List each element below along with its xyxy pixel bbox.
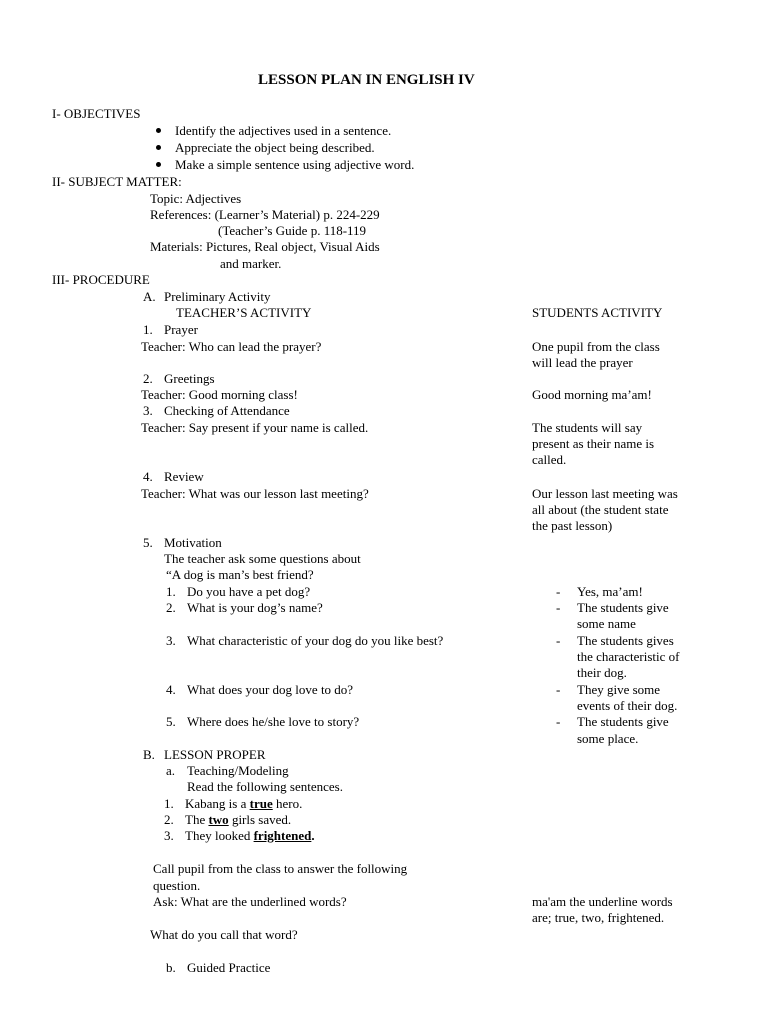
motivation-intro: The teacher ask some questions about <box>164 551 361 566</box>
subsection-title: Guided Practice <box>187 960 271 975</box>
answer: some name <box>577 616 636 631</box>
subject-matter-heading: II- SUBJECT MATTER: <box>52 174 182 189</box>
sentence-text: They looked <box>185 828 254 843</box>
step-number: 2. <box>143 371 153 386</box>
example-sentence <box>185 812 291 828</box>
step-title: Checking of Attendance <box>164 403 290 418</box>
answer: The students gives <box>577 633 674 648</box>
question-number: 4. <box>166 682 176 697</box>
student-line: called. <box>532 452 567 467</box>
question-number: 2. <box>166 600 176 615</box>
question: Do you have a pet dog? <box>187 584 311 599</box>
objective-item: Make a simple sentence using adjective word. <box>175 157 415 172</box>
example-sentence <box>185 828 315 844</box>
student-line: present as their name is <box>532 436 655 451</box>
teacher-line: Teacher: Good morning class! <box>141 387 298 402</box>
underlined-adjective: true <box>249 796 273 811</box>
student-line: all about (the student state <box>532 502 669 517</box>
step-title: Review <box>164 469 204 484</box>
teacher-line: Teacher: Who can lead the prayer? <box>141 339 322 354</box>
student-answer: are; true, two, frightened. <box>532 910 665 925</box>
objective-bullet <box>156 145 161 150</box>
step-number: 1. <box>143 322 153 337</box>
answer-dash: - <box>556 600 561 615</box>
ask-question: Ask: What are the underlined words? <box>153 894 347 909</box>
follow-up-question: What do you call that word? <box>150 927 298 942</box>
motivation-intro: “A dog is man’s best friend? <box>166 567 314 582</box>
question-number: 3. <box>166 633 176 648</box>
objective-item: Identify the adjectives used in a sentence. <box>175 123 392 138</box>
subsection-title: Teaching/Modeling <box>187 763 289 778</box>
answer-dash: - <box>556 633 561 648</box>
teacher-line: Teacher: Say present if your name is called. <box>141 420 369 435</box>
step-title: Motivation <box>164 535 222 550</box>
answer-dash: - <box>556 714 561 729</box>
question: What characteristic of your dog do you like best? <box>187 633 444 648</box>
sentence-text: girls saved. <box>228 812 292 827</box>
teacher-activity-header: TEACHER’S ACTIVITY <box>176 305 312 320</box>
references-continued: (Teacher’s Guide p. 118-119 <box>218 223 367 238</box>
references: References: (Learner’s Material) p. 224-229 <box>150 207 380 222</box>
subsection-label: a. <box>166 763 176 778</box>
answer: The students give <box>577 600 669 615</box>
answer: Yes, ma’am! <box>577 584 643 599</box>
topic: Topic: Adjectives <box>150 191 242 206</box>
students-activity-header: STUDENTS ACTIVITY <box>532 305 663 320</box>
sentence-number: 3. <box>164 828 174 843</box>
teacher-line: Teacher: What was our lesson last meeting? <box>141 486 369 501</box>
objective-bullet <box>156 162 161 167</box>
sentence-text: Kabang is a <box>185 796 250 811</box>
question-number: 1. <box>166 584 176 599</box>
question: What does your dog love to do? <box>187 682 354 697</box>
section-title: LESSON PROPER <box>164 747 266 762</box>
sentence-punctuation: . <box>311 828 315 843</box>
objective-item: Appreciate the object being described. <box>175 140 375 155</box>
student-line: the past lesson) <box>532 518 613 533</box>
student-line: Our lesson last meeting was <box>532 486 678 501</box>
sentence-text: hero. <box>272 796 303 811</box>
sentence-number: 2. <box>164 812 174 827</box>
sentence-number: 1. <box>164 796 174 811</box>
section-label: B. <box>143 747 155 762</box>
call-instruction: Call pupil from the class to answer the following <box>153 861 408 876</box>
student-line: Good morning ma’am! <box>532 387 652 402</box>
student-line: One pupil from the class <box>532 339 660 354</box>
page-title: LESSON PLAN IN ENGLISH IV <box>258 72 475 88</box>
underlined-adjective: two <box>208 812 229 827</box>
answer: events of their dog. <box>577 698 678 713</box>
question-number: 5. <box>166 714 176 729</box>
answer: the characteristic of <box>577 649 680 664</box>
step-title: Prayer <box>164 322 198 337</box>
answer: their dog. <box>577 665 627 680</box>
answer-dash: - <box>556 682 561 697</box>
underlined-adjective: frightened <box>253 828 312 843</box>
objective-bullet <box>156 128 161 133</box>
answer: some place. <box>577 731 639 746</box>
student-line: The students will say <box>532 420 643 435</box>
call-instruction: question. <box>153 878 201 893</box>
sentence-text: The <box>185 812 209 827</box>
step-number: 4. <box>143 469 153 484</box>
section-label: A. <box>143 289 156 304</box>
subsection-label: b. <box>166 960 176 975</box>
question: Where does he/she love to story? <box>187 714 360 729</box>
answer: The students give <box>577 714 669 729</box>
answer: They give some <box>577 682 661 697</box>
step-title: Greetings <box>164 371 215 386</box>
materials: Materials: Pictures, Real object, Visual Aids <box>150 239 380 254</box>
example-sentence <box>185 796 302 812</box>
section-title: Preliminary Activity <box>164 289 271 304</box>
procedure-heading: III- PROCEDURE <box>52 272 150 287</box>
objectives-heading: I- OBJECTIVES <box>52 106 141 121</box>
step-number: 5. <box>143 535 153 550</box>
step-number: 3. <box>143 403 153 418</box>
instruction: Read the following sentences. <box>187 779 343 794</box>
student-line: will lead the prayer <box>532 355 633 370</box>
materials-continued: and marker. <box>220 256 282 271</box>
answer-dash: - <box>556 584 561 599</box>
question: What is your dog’s name? <box>187 600 323 615</box>
student-answer: ma'am the underline words <box>532 894 673 909</box>
